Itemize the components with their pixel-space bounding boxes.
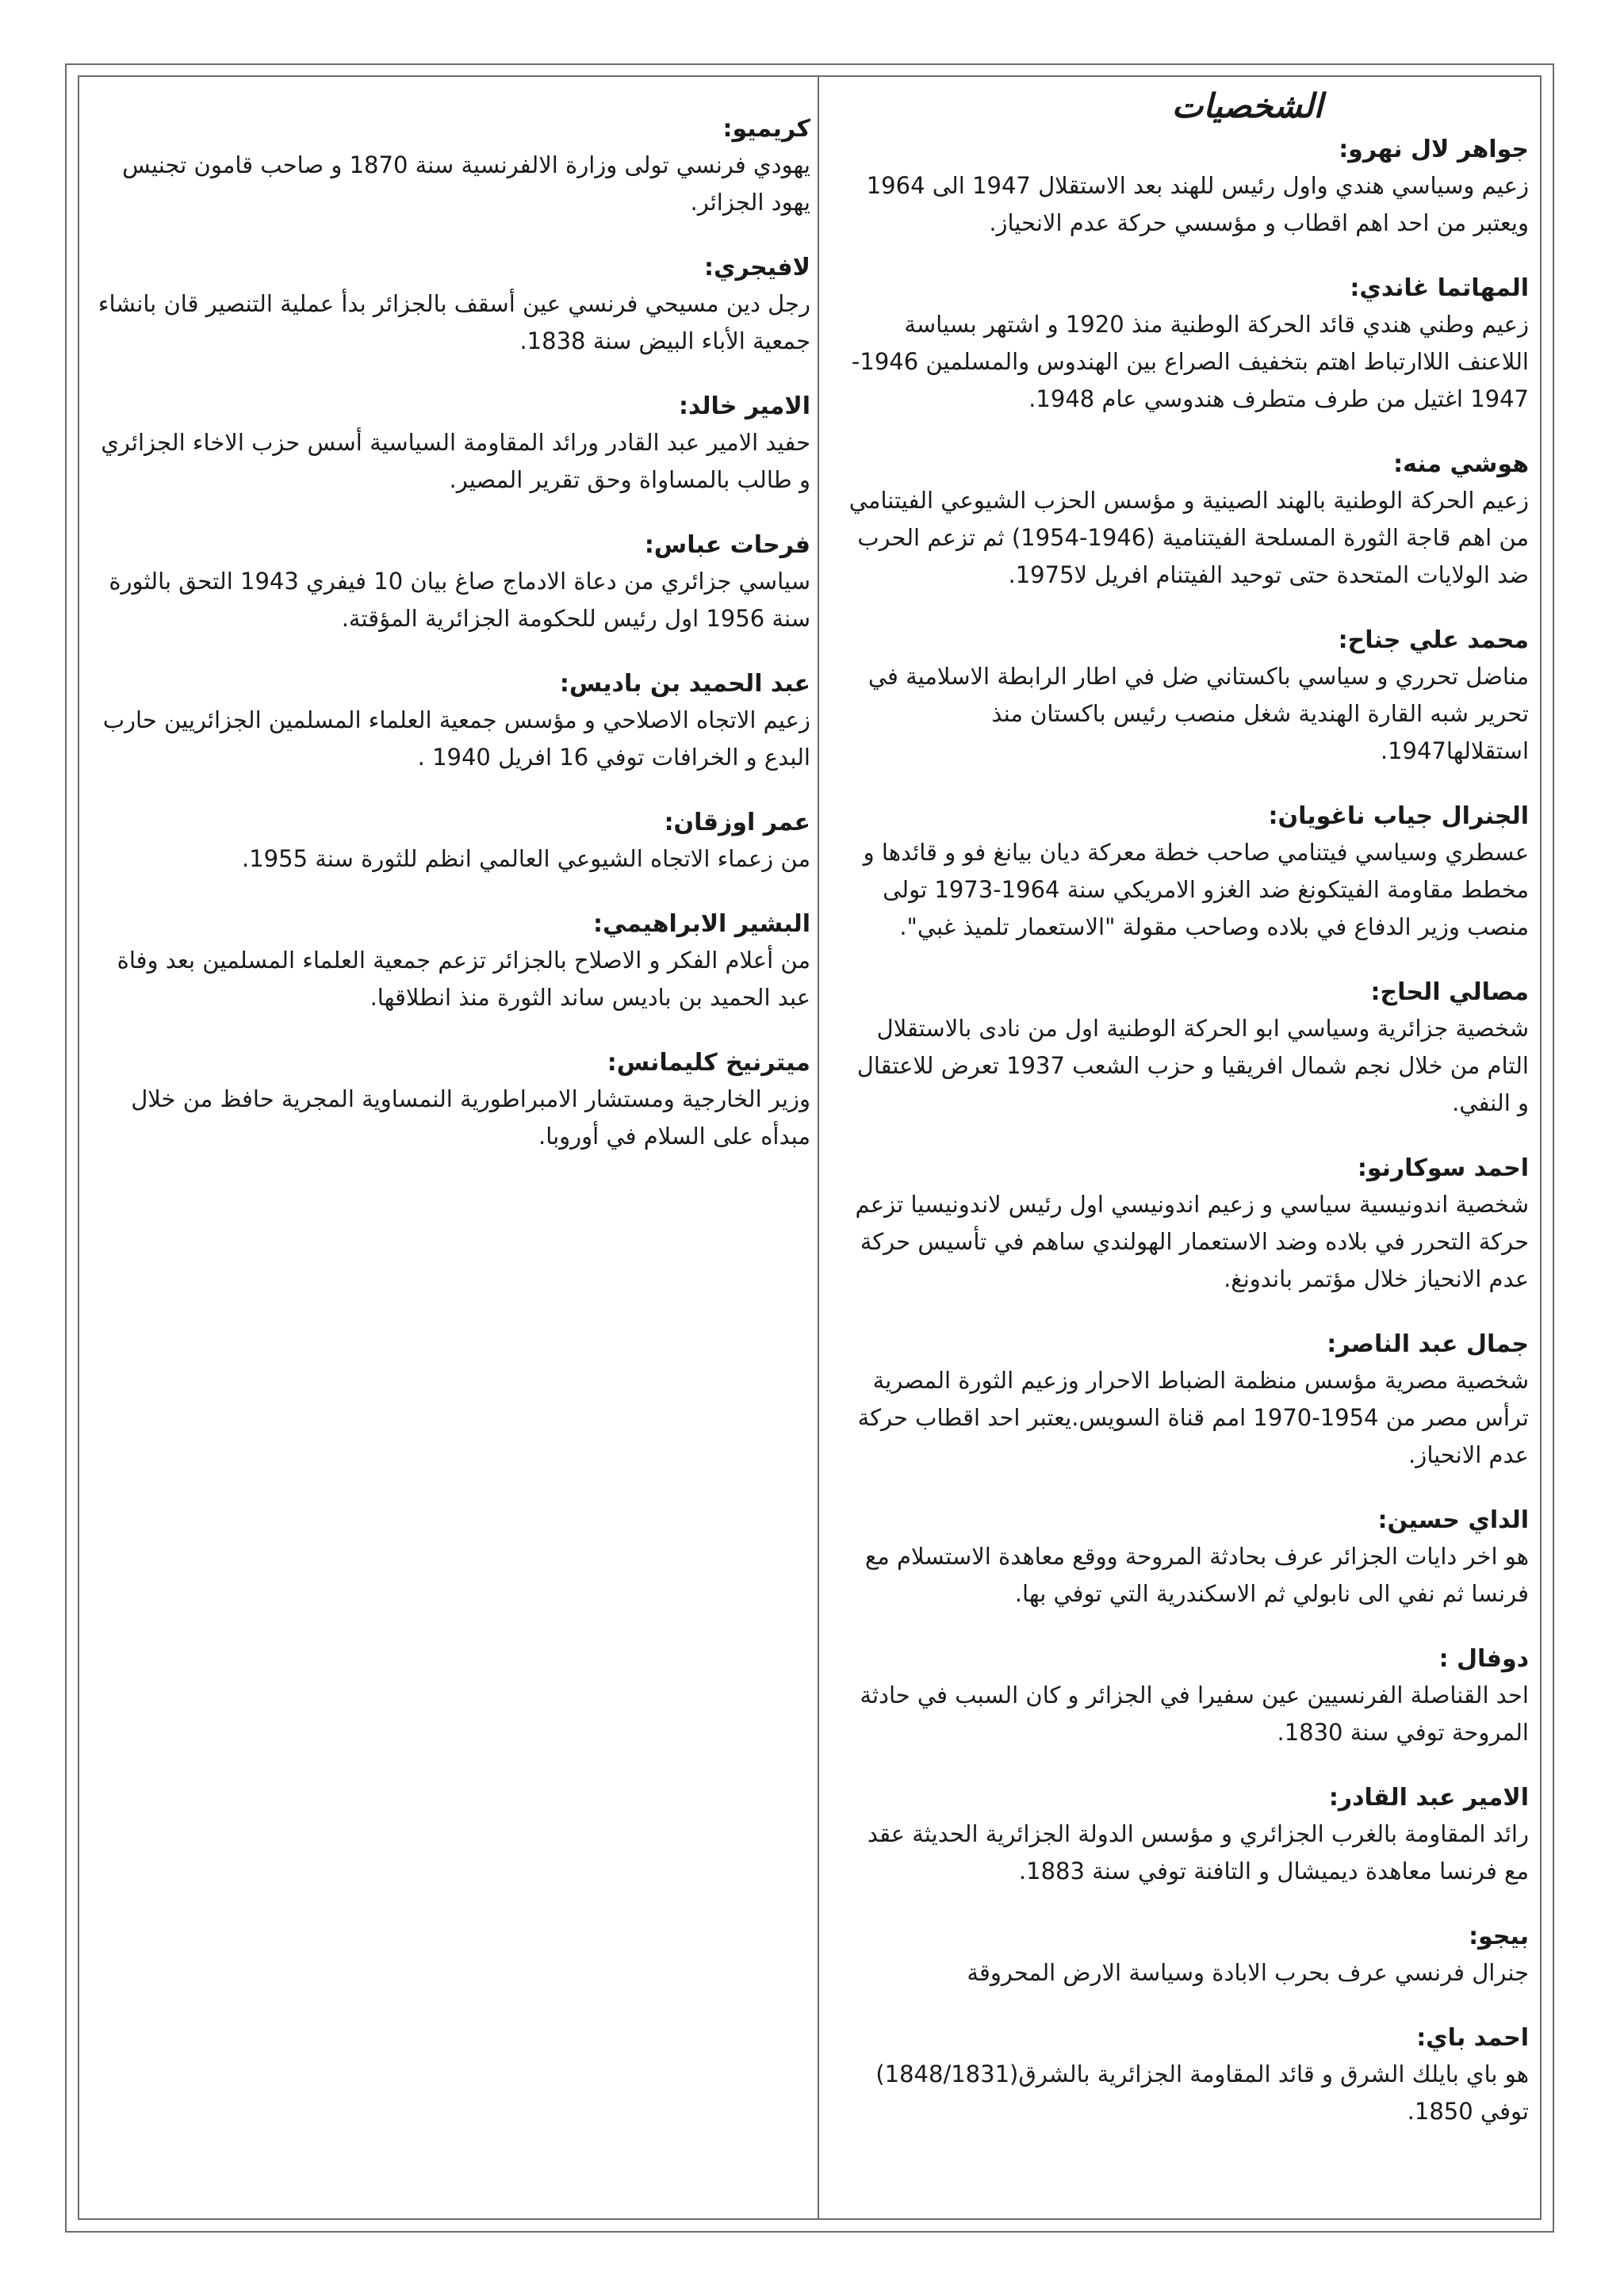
person-description: زعيم الحركة الوطنية بالهند الصينية و مؤسس الحزب الشيوعي الفيتنامي من اهم قاجة الثورة المسلحة الفيتنامية (1946-1954) ثم تزعم الحرب ضد الولايات المتحدة حتى توحيد الفيتنام افريل لا1975.	[848, 487, 1529, 588]
person-entry	[839, 974, 1529, 1122]
person-name: عمر اوزقان:	[664, 809, 810, 836]
person-entry	[839, 1641, 1529, 1751]
person-description: زعيم الاتجاه الاصلاحي و مؤسس جمعية العلماء المسلمين الجزائريين حارب البدع و الخرافات توفي 16 افريل 1940 .	[102, 706, 810, 771]
person-name: الجنرال جياب ناغويان:	[1268, 802, 1529, 830]
person-description: رجل دين مسيحي فرنسي عين أسقف بالجزائر بدأ عملية التنصير قان بانشاء جمعية الأباء البيض سنة 1838.	[98, 290, 810, 354]
page-title: الشخصيات	[1171, 86, 1323, 125]
person-entry	[839, 1326, 1529, 1474]
person-name: لافيجري:	[703, 254, 810, 281]
person-description: عسطري وسياسي فيتنامي صاحب خطة معركة ديان بيانغ فو و قائدها و مخطط مقاومة الفيتكونغ ضد الغزو الامريكي سنة 1964-1973 تولى منصب وزير الدفاع في بلاده وصاحب مقولة "الاستعمار تلميذ غبي".	[863, 839, 1529, 940]
person-entry	[97, 906, 810, 1016]
person-name: جمال عبد الناصر:	[1327, 1330, 1529, 1358]
person-description: يهودي فرنسي تولى وزارة الالفرنسية سنة 1870 و صاحب قامون تجنيس يهود الجزائر.	[122, 151, 810, 216]
person-description: هو باي بايلك الشرق و قائد المقاومة الجزائرية بالشرق(1848/1831) توفي 1850.	[875, 2061, 1529, 2125]
person-entry	[839, 1150, 1529, 1298]
person-name: احمد باي:	[1416, 2024, 1529, 2052]
person-description: من زعماء الاتجاه الشيوعي العالمي انظم للثورة سنة 1955.	[242, 845, 810, 872]
person-name: فرحات عباس:	[644, 531, 810, 559]
person-name: البشير الابراهيمي:	[592, 910, 810, 938]
person-name: احمد سوكارنو:	[1357, 1154, 1529, 1182]
person-name: الداي حسين:	[1377, 1506, 1529, 1534]
left-entries	[97, 111, 810, 1155]
person-name: عبد الحميد بن باديس:	[559, 670, 810, 698]
column-divider	[818, 76, 819, 2219]
person-description: حفيد الامير عبد القادر ورائد المقاومة السياسية أسس حزب الاخاء الجزائري و طالب بالمساواة وحق تقرير المصير.	[101, 429, 810, 493]
person-description: شخصية اندونيسية سياسي و زعيم اندونيسي اول رئيس لاندونيسيا تزعم حركة التحرر في بلاده وضد الاستعمار الهولندي ساهم في تأسيس حركة عدم الانحياز خلال مؤتمر باندونغ.	[855, 1191, 1529, 1292]
person-name: الامير عبد القادر:	[1328, 1784, 1529, 1812]
person-description: زعيم وطني هندي قائد الحركة الوطنية منذ 1920 و اشتهر بسياسة اللاعنف اللاارتباط اهتم بتخفيف الصراع بين الهندوس والمسلمين 1946-1947 اغتيل من طرف متطرف هندوسي عام 1948.	[851, 311, 1529, 412]
person-entry	[97, 1045, 810, 1155]
person-description: رائد المقاومة بالغرب الجزائري و مؤسس الدولة الجزائرية الحديثة عقد مع فرنسا معاهدة ديميشال و التافنة توفي سنة 1883.	[867, 1820, 1529, 1885]
person-entry	[97, 250, 810, 360]
person-name: مصالي الحاج:	[1370, 978, 1529, 1006]
person-entry	[839, 270, 1529, 418]
person-entry	[839, 132, 1529, 242]
person-name: كريميو:	[722, 115, 810, 143]
person-description: من أعلام الفكر و الاصلاح بالجزائر تزعم جمعية العلماء المسلمين بعد وفاة عبد الحميد بن باديس ساند الثورة منذ انطلاقها.	[117, 947, 810, 1011]
right-entries	[839, 132, 1529, 2130]
person-description: سياسي جزائري من دعاة الادماج صاغ بيان 10 فيفري 1943 التحق بالثورة سنة 1956 اول رئيس للحكومة الجزائرية المؤقتة.	[109, 568, 810, 632]
person-entry	[97, 805, 810, 878]
person-entry	[839, 2020, 1529, 2130]
person-entry	[839, 622, 1529, 770]
person-entry	[839, 798, 1529, 946]
person-entry	[97, 527, 810, 637]
person-entry	[97, 388, 810, 499]
person-name: دوفال :	[1438, 1645, 1529, 1673]
person-description: شخصية جزائرية وسياسي ابو الحركة الوطنية اول من نادى بالاستقلال التام من خلال نجم شمال افريقيا و حزب الشعب 1937 تعرض للاعتقال و النفي.	[856, 1015, 1529, 1116]
person-description: مناضل تحرري و سياسي باكستاني ضل في اطار الرابطة الاسلامية في تحرير شبه القارة الهندية شغل منصب رئيس باكستان منذ استقلالها1947.	[868, 663, 1529, 764]
person-description: جنرال فرنسي عرف بحرب الابادة وسياسة الارض المحروقة	[967, 1959, 1529, 1986]
left-column	[97, 111, 810, 1184]
person-name: ميترنيخ كليمانس:	[607, 1049, 810, 1077]
person-entry	[839, 1780, 1529, 1890]
person-name: بيجو:	[1469, 1923, 1529, 1950]
person-description: هو اخر دايات الجزائر عرف بحادثة المروحة ووقع معاهدة الاستسلام مع فرنسا ثم نفي الى نابولي ثم الاسكندرية التي توفي بها.	[864, 1543, 1529, 1607]
person-description: شخصية مصرية مؤسس منظمة الضباط الاحرار وزعيم الثورة المصرية ترأس مصر من 1954-1970 امم قناة السويس.يعتبر احد اقطاب حركة عدم الانحياز.	[857, 1367, 1529, 1468]
person-description: وزير الخارجية ومستشار الامبراطورية النمساوية المجرية حافظ من خلال مبدأه على السلام في أوروبا.	[131, 1085, 810, 1150]
person-entry	[97, 666, 810, 776]
person-name: جواهر لال نهرو:	[1339, 136, 1529, 163]
person-name: هوشي منه:	[1393, 450, 1529, 478]
person-name: الامير خالد:	[678, 392, 810, 420]
person-name: محمد علي جناح:	[1338, 626, 1529, 654]
person-entry	[839, 446, 1529, 594]
person-description: احد القناصلة الفرنسيين عين سفيرا في الجزائر و كان السبب في حادثة المروحة توفي سنة 1830.	[860, 1682, 1529, 1746]
person-description: زعيم وسياسي هندي واول رئيس للهند بعد الاستقلال 1947 الى 1964 ويعتبر من احد اهم اقطاب و مؤسسي حركة عدم الانحياز.	[866, 172, 1529, 236]
right-column	[839, 86, 1529, 2159]
person-entry	[97, 111, 810, 221]
person-entry	[839, 1919, 1529, 1992]
person-name: المهاتما غاندي:	[1350, 274, 1529, 302]
person-entry	[839, 1502, 1529, 1613]
